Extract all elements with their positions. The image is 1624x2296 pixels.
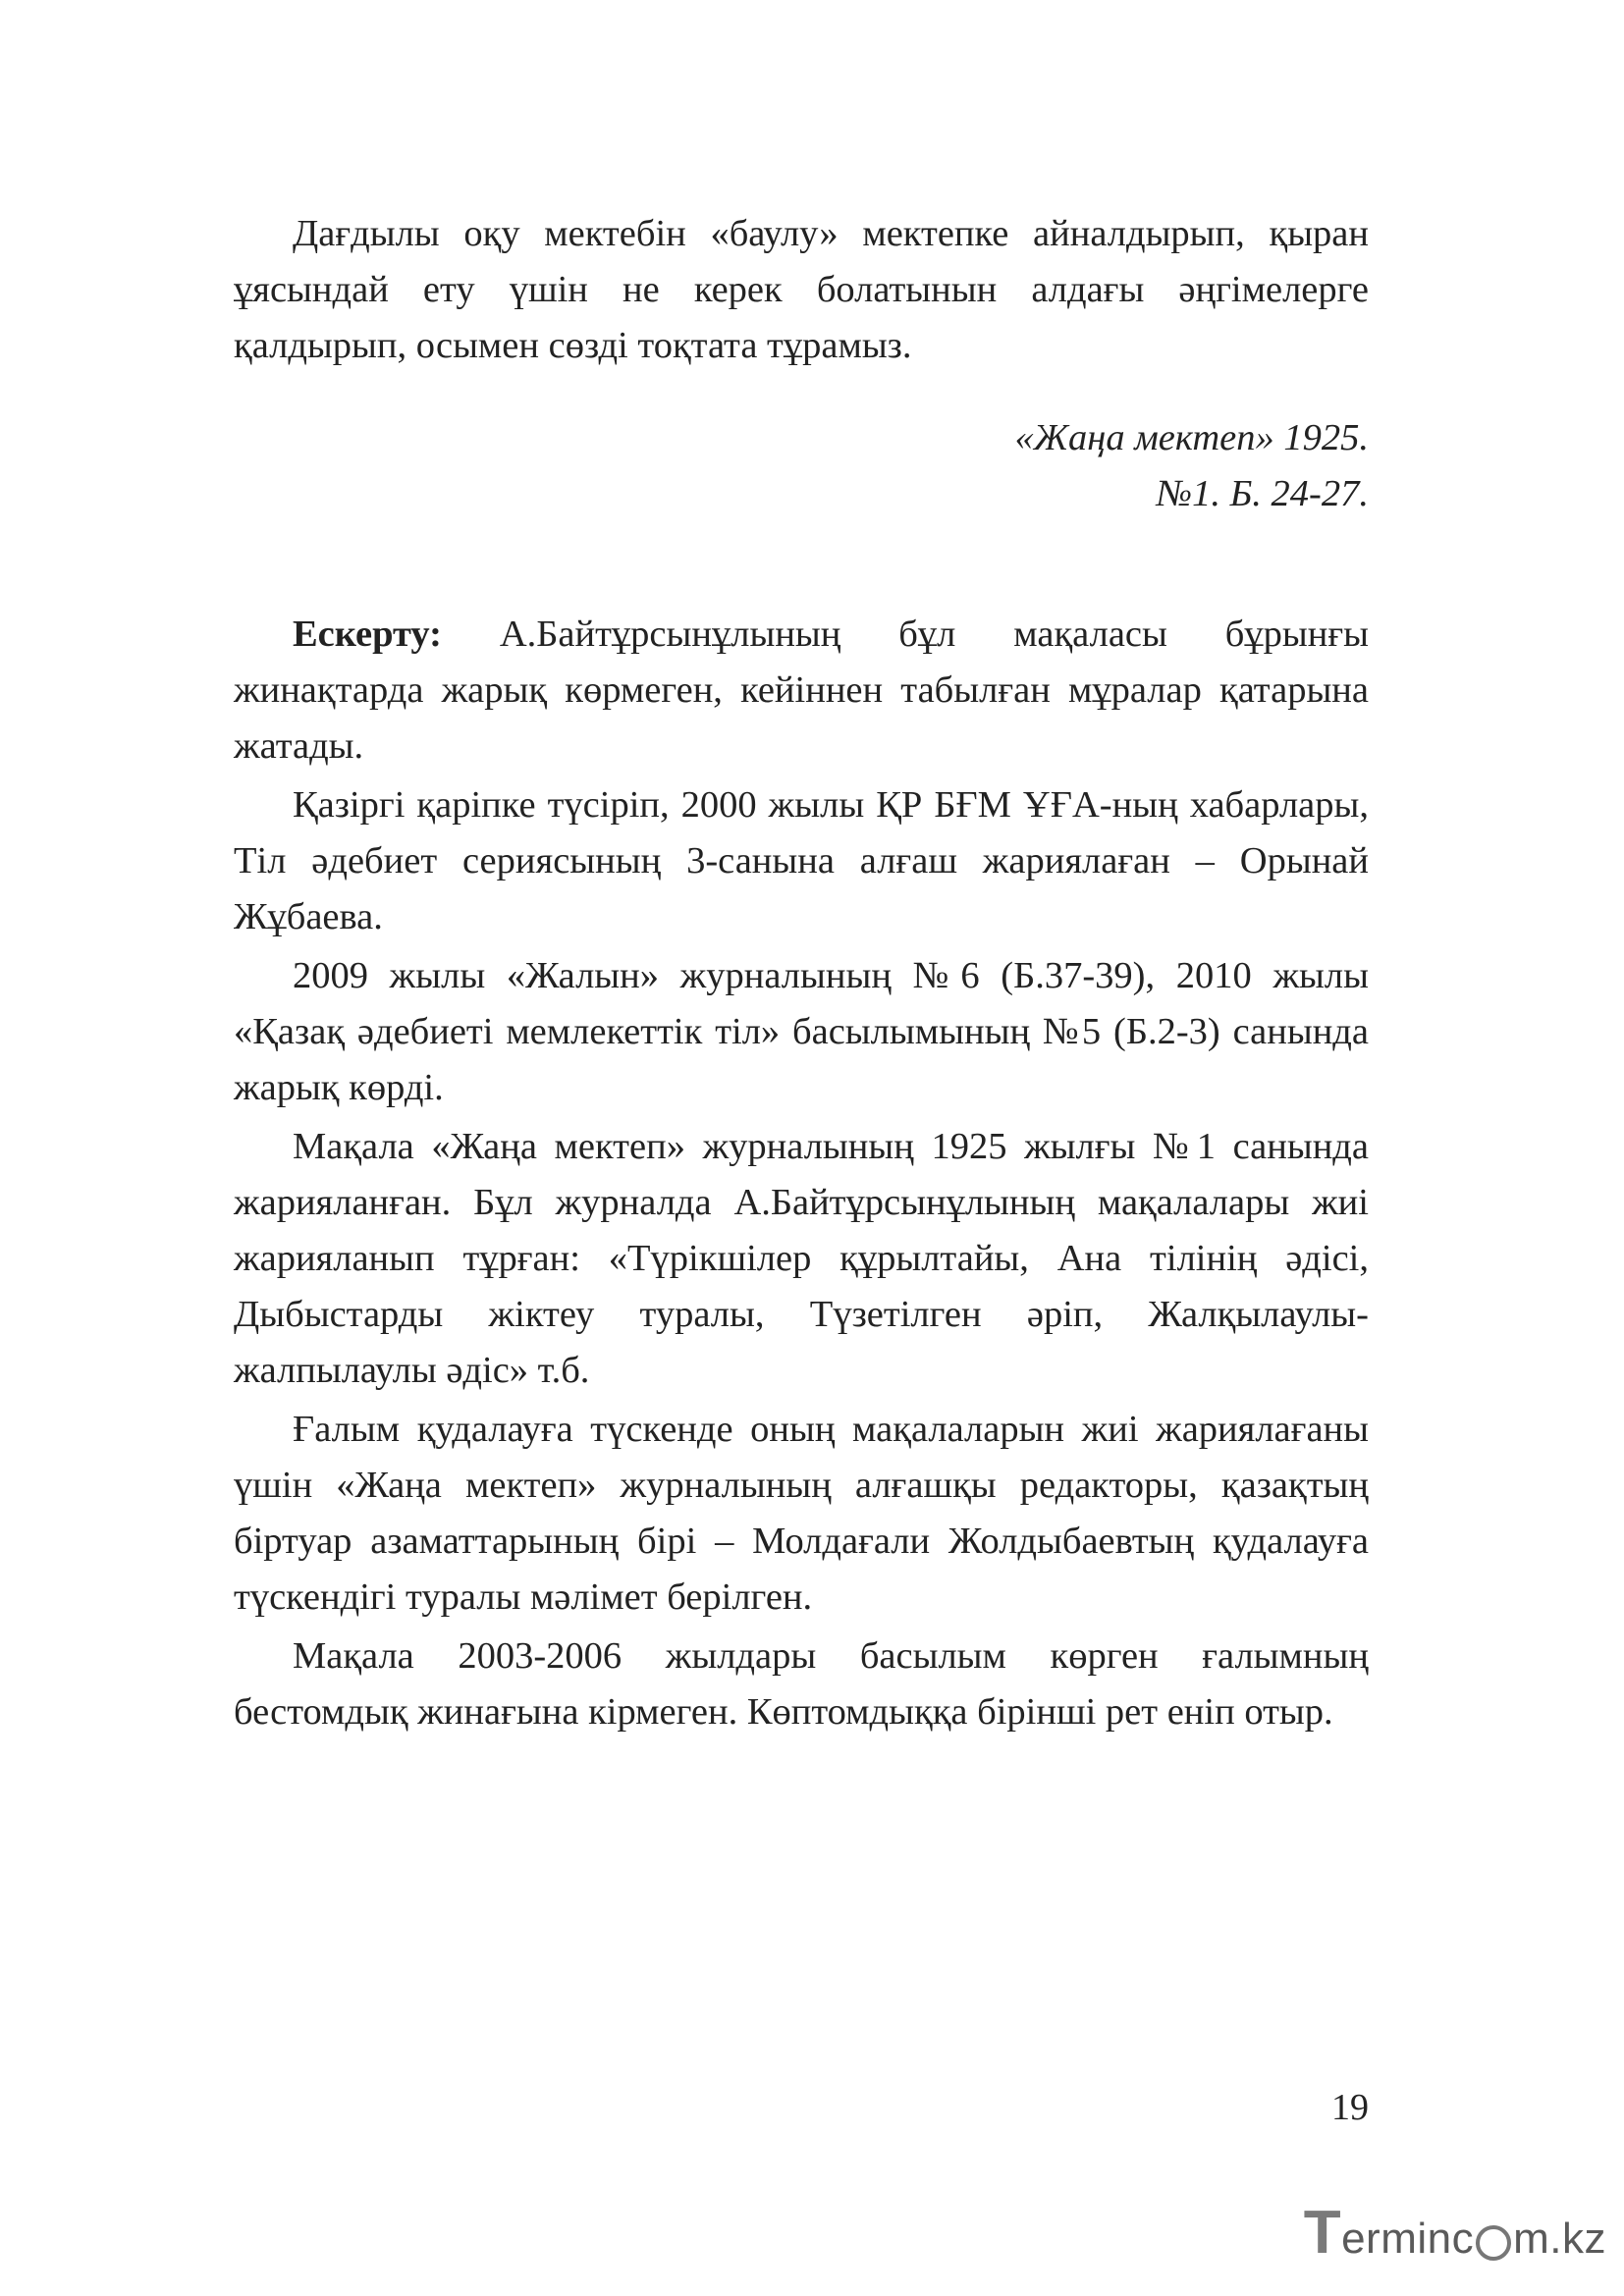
note-paragraph-4: Мақала «Жаңа мектеп» журналының 1925 жылғы №1 санында жарияланған. Бұл журналда А.Байтұрсынұлының мақалалары жиі жарияланып тұрған: «Түрікшілер құрылтайы, Ана тілінің әдісі, Дыбыстарды жіктеу туралы, Түзетілген әріп, Жалқылаулы-жалпылаулы әдіс» т.б. bbox=[234, 1126, 1369, 1391]
watermark-o-icon bbox=[1476, 2225, 1511, 2261]
watermark-t: T bbox=[1303, 2199, 1342, 2267]
note-label: Ескерту: bbox=[293, 614, 442, 655]
note-paragraph-1 bbox=[234, 607, 1369, 774]
note-paragraph-3: 2009 жылы «Жалын» журналының №6 (Б.37-39), 2010 жылы «Қазақ әдебиеті мемлекеттік тіл» басылымының №5 (Б.2-3) санында жарық көрді. bbox=[234, 955, 1369, 1108]
page-number: 19 bbox=[1331, 2087, 1369, 2128]
note-first-text: А.Байтұрсынұлының бұл мақаласы бұрынғы жинақтарда жарық көрмеген, кейіннен табылған мұралар қатарына жатады. bbox=[234, 614, 1369, 767]
watermark-text-1: erminc bbox=[1341, 2215, 1475, 2263]
intro-section bbox=[234, 206, 1369, 374]
watermark-text-2: m.kz bbox=[1513, 2215, 1606, 2263]
note-section bbox=[234, 607, 1369, 1740]
termincom-watermark bbox=[1303, 2199, 1606, 2267]
note-paragraph-5: Ғалым қудалауға түскенде оның мақалаларын жиі жариялағаны үшін «Жаңа мектеп» журналының алғашқы редакторы, қазақтың біртуар азаматтарының бірі – Молдағали Жолдыбаевтың қудалауға түскендігі туралы мәлімет берілген. bbox=[234, 1409, 1369, 1618]
note-paragraph-6: Мақала 2003-2006 жылдары басылым көрген ғалымның бестомдық жинағына кірмеген. Көптомдыққа бірінші рет еніп отыр. bbox=[234, 1635, 1369, 1733]
citation-line-2: №1. Б. 24-27. bbox=[1156, 473, 1369, 514]
citation-line-1: «Жаңа мектеп» 1925. bbox=[1014, 417, 1369, 458]
note-paragraph-2: Қазіргі қаріпке түсіріп, 2000 жылы ҚР БҒМ ҰҒА-ның хабарлары, Тіл әдебиет сериясының 3-санына алғаш жариялаған – Орынай Жұбаева. bbox=[234, 784, 1369, 937]
intro-paragraph: Дағдылы оқу мектебін «баулу» мектепке айналдырып, қыран ұясындай ету үшін не керек болатынын алдағы әңгімелерге қалдырып, осымен сөзді тоқтата тұрамыз. bbox=[234, 213, 1369, 366]
source-citation bbox=[1014, 410, 1369, 522]
